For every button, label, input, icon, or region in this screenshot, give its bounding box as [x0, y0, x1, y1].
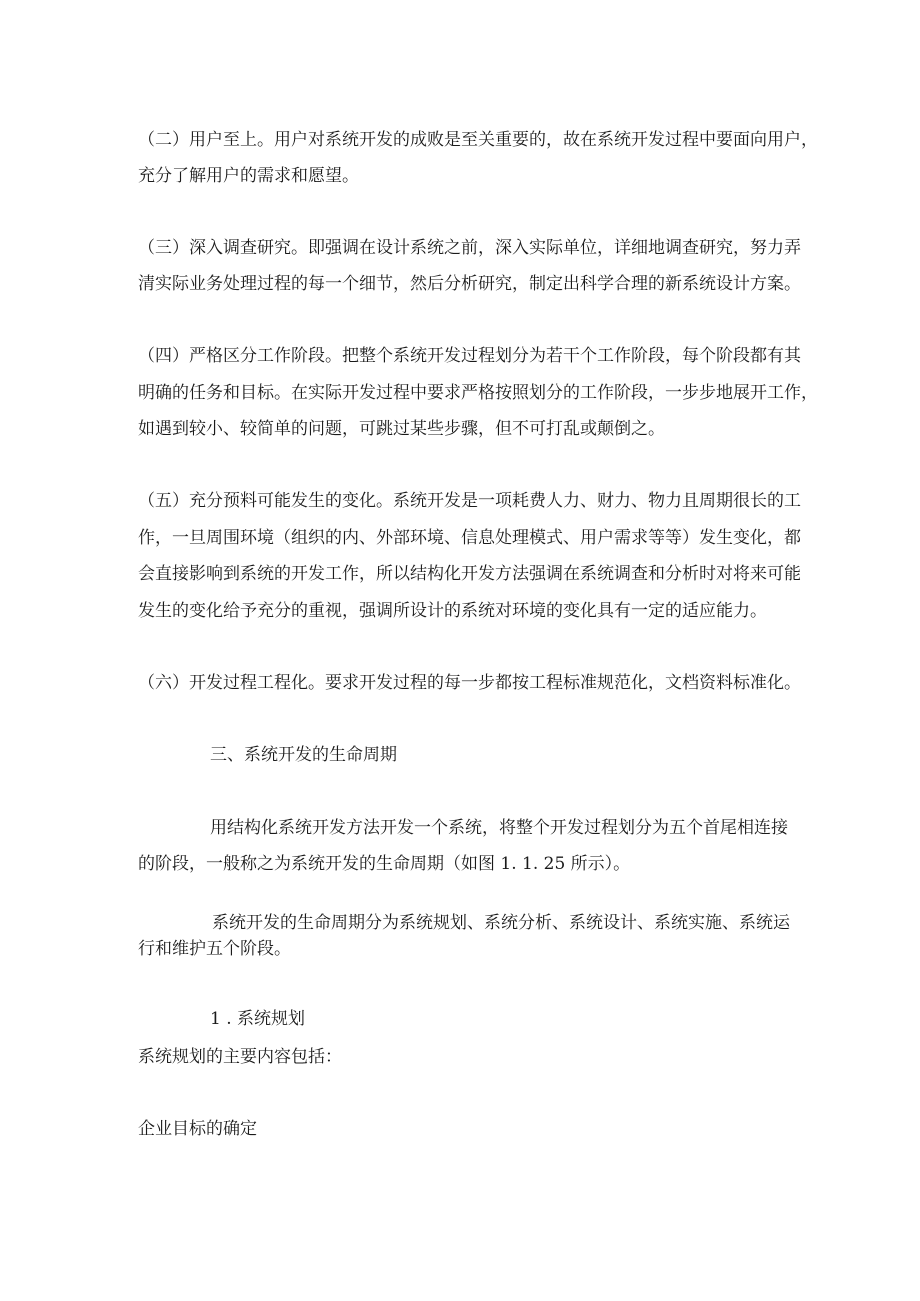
principle-2-line-2: 充分了解用户的需求和愿望。 — [138, 166, 359, 186]
principle-5-line-1: （五）充分预料可能发生的变化。系统开发是一项耗费人力、财力、物力且周期很长的工 — [138, 491, 801, 511]
section-heading: 三、系统开发的生命周期 — [210, 745, 397, 765]
subsection-heading: 1 . 系统规划 — [210, 1009, 306, 1029]
principle-5-line-4: 发生的变化给予充分的重视，强调所设计的系统对环境的变化具有一定的适应能力。 — [138, 601, 767, 621]
principle-6-line-1: （六）开发过程工程化。要求开发过程的每一步都按工程标准规范化，文档资料标准化。 — [138, 673, 801, 693]
principle-4-line-1: （四）严格区分工作阶段。把整个系统开发过程划分为若干个工作阶段，每个阶段都有其 — [138, 346, 801, 366]
lifecycle-intro-line-2: 的阶段，一般称之为系统开发的生命周期（如图 1. 1. 25 所示）。 — [138, 854, 631, 874]
lifecycle-intro-line-1: 用结构化系统开发方法开发一个系统，将整个开发过程划分为五个首尾相连接 — [210, 818, 788, 838]
principle-3-line-2: 清实际业务处理过程的每一个细节，然后分析研究，制定出科学合理的新系统设计方案。 — [138, 274, 801, 294]
planning-contents-intro: 系统规划的主要内容包括： — [138, 1047, 342, 1067]
principle-5-line-3: 会直接影响到系统的开发工作，所以结构化开发方法强调在系统调查和分析时对将来可能 — [138, 564, 801, 584]
principle-5-line-2: 作，一旦周围环境（组织的内、外部环境、信息处理模式、用户需求等等）发生变化，都 — [138, 528, 801, 548]
lifecycle-stages-line-2: 行和维护五个阶段。 — [138, 939, 291, 959]
principle-2-line-1: （二）用户至上。用户对系统开发的成败是至关重要的，故在系统开发过程中要面向用户， — [138, 130, 818, 150]
lifecycle-stages-line-1: 系统开发的生命周期分为系统规划、系统分析、系统设计、系统实施、系统运 — [212, 913, 790, 933]
principle-3-line-1: （三）深入调查研究。即强调在设计系统之前，深入实际单位，详细地调查研究，努力弄 — [138, 238, 801, 258]
planning-item-1: 企业目标的确定 — [138, 1119, 257, 1139]
principle-4-line-2: 明确的任务和目标。在实际开发过程中要求严格按照划分的工作阶段，一步步地展开工作， — [138, 383, 818, 403]
principle-4-line-3: 如遇到较小、较简单的问题，可跳过某些步骤，但不可打乱或颠倒之。 — [138, 419, 665, 439]
